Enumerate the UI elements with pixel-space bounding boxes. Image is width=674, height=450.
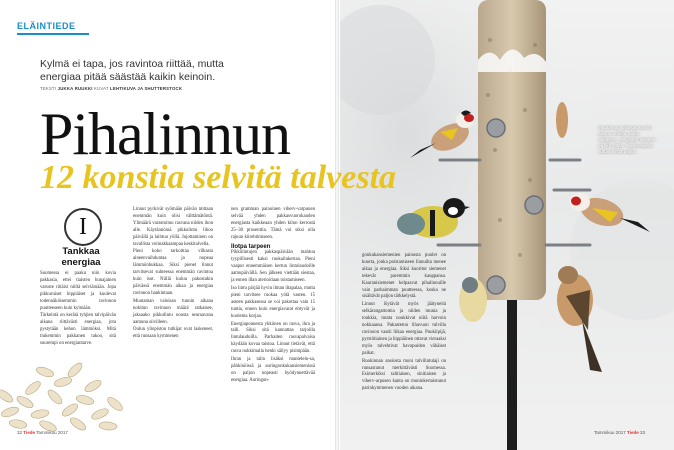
paragraph: Tärkeintä on kerätä tyhjien talvipäivän aikana riittävästi energiaa, jota pystytään kehon lämmöksi. Mitä tiukemmin pakkanen takoo, sitä suurempi on energiantarve. [40, 313, 116, 347]
credits-photographers: LEHTIKUVA JA SHUTTERSTOCK [110, 86, 183, 91]
section-label: ELÄINTIEDE [17, 21, 76, 31]
page-number: 32 [17, 430, 23, 435]
paragraph: gonkukansiemenien painosta puolet on kuorta, jonka poistamiseen linnuilta menee aikaa ja energiaa. Siksi kuoritut siemenet tekevät paremmin kauppansa. Kauranisiemenet kelpaavat pihalinnuille vain parhaimman puutteessa, koska ne sisältävät paljon tärkkelystä. [362, 253, 446, 300]
credits-text-label: TEKSTI [40, 86, 57, 91]
body-column-3 [231, 207, 315, 386]
folio-right [594, 430, 645, 435]
paragraph: Iso lintu pärjää hyvin ilman iltapalaa, mutta pieni tarvitsee ruokaa yötä vasten. 15 asteen pakkasessa se voi pakottaa vain 15 tuntia, ennen kuin energiavarat ehtyvät ja kuolema korjaa. [231, 285, 315, 319]
credits-author: JUKKA RUUKKI [57, 86, 93, 91]
subheading: Ilotpa tarpeen [231, 243, 271, 250]
issue-date: Tammikuu 2017 [594, 430, 626, 435]
page-gutter [335, 0, 339, 450]
credits [40, 86, 300, 91]
photo-caption: Muutaman valoisan tunnin aikana nokittu ruoka ratkaisee, selviääkö tiaiseen tai tikli yöstä. Ruoka-ajasta suttaa niistä paljon. [598, 125, 656, 154]
paragraph: Suomessa ei paaku niin kovia pakkasia, ettei tiaisten hunajainen varuste riitäisi niiltä selviämään. Jopa pikkuruiset hippiäiset ja kuulevat todennäköisemmin ravinnon puutteeseen kuin kylmään. [40, 271, 116, 311]
sunflower-seeds-image [0, 352, 130, 434]
paragraph: Ihran ja talin lisäksi mantelein-sa, pähkinöissä ja auringonkukansiemenissä on paljon nopeasti hyödynnettävää energiaa. Auringon- [231, 357, 315, 383]
headline: Pihalinnun [40, 101, 291, 167]
paragraph: Pieni koko tarkoittaa vilkasta aineenvaihduntaa ja nopeaa lämmönhukkaa. Siksi pienet linnut tarvitsevat suhteessa enemmän ravintoa kuin isot. Niillä kuluu pakostakin päivässä enemmän aikaa ja energiaa ravinnon hankintaan. [133, 249, 213, 296]
section-rule [17, 33, 89, 35]
tip-number: I [64, 208, 102, 246]
paragraph: Muutaman valoisan tunnin aikana nokitun ravinnon määrä ratkaisee, jaksaako pikkulintu nousta seuraavana aamuna siivilleen. [133, 298, 213, 325]
brand-name: Tiede [23, 430, 35, 435]
body-column-2 [133, 207, 213, 342]
subheadline: 12 konstia selvitä talvesta [40, 159, 397, 196]
issue-date: Tammikuu 2017 [36, 430, 68, 435]
page-number: 33 [639, 430, 645, 435]
paragraph: nen gramman painoinen viherv-varpunen selvää yhden pakkasvuorokauden energiasta kaikkeaan yhden kilon kerrostä 25–30 prosenttia. Tämä voi siksi olla rajuun kiirehtimiseen. [231, 207, 315, 240]
paragraph: Energiaponnesta ykkönen on rasva, ihra ja talli. Siksi sitä kannattaa tarjoilla lintulaudoilla. Parhaiten rasvapalvaisa käydään kovaa taistoa. Linnut tietävät, että rasva nokkimalla henki säilyy pisimpään. [231, 321, 315, 355]
credits-photo-label: KUVAT [94, 86, 109, 91]
paragraph: Oulun yliopiston tutkijat ovat laskeneet, että runsaan kymmenen [133, 327, 213, 340]
feeder-pole [507, 300, 517, 450]
brand-name: Tiede [627, 430, 639, 435]
paragraph: Ruokinnan ansiosta moni talvilintulaji on runsastunut merkittävästi Suomessa. Esimerkiksi talitiaisen, sinitiaisen ja viherv-arpusen kanta on moninkertaistunut parinkymmenen vuoden aikana. [362, 358, 446, 392]
paragraph: Pikkulintujen pakkaspäivään mahtuu tyypillisesti kaksi ruokailukertaa. Pieni vaaput ennemmäisen kertun lintulaudoille aamupäivällä. Sen jälkeen viettään siestaa, ja ennen illan aterioidaan toistamiseen. [231, 250, 315, 284]
paragraph: Linnut löytävät myös jäätyneitä selkärangattomia ja niiden munia ja toukkia, mutta noukkivat niitä harvoin nokkaansa. Pakastetun lihavuon tulvilla ravinoon vaatii liikaa energiaa. Puukiipijä, pyrstötiainen ja hippiäinen ottavat vieraaksi myös talvehtivat havupuiden vähäiset paikat. [362, 302, 446, 356]
paragraph: Linnut pyrkivät syömään päivän mittaan enemmän kuin olisi välttämätöntä. Ylimäärä varastoituu rasvana niiden ihon alle. Käytännössä pikkulintu lihoo päivällä ja laihtuu yöllä. Jojottaminen on tavallista voimakkaampaa keskitalvella. [133, 207, 213, 247]
folio-left [17, 430, 68, 435]
body-column-1 [40, 271, 116, 349]
intro-text: Kylmä ei tapa, jos ravintoa riittää, mutta energiaa pitää säästää kaikin keinoin. [40, 58, 224, 83]
tip-title: Tankkaa energiaa [61, 246, 101, 268]
body-column-4 [362, 253, 446, 394]
partial-bird-right [556, 102, 568, 138]
